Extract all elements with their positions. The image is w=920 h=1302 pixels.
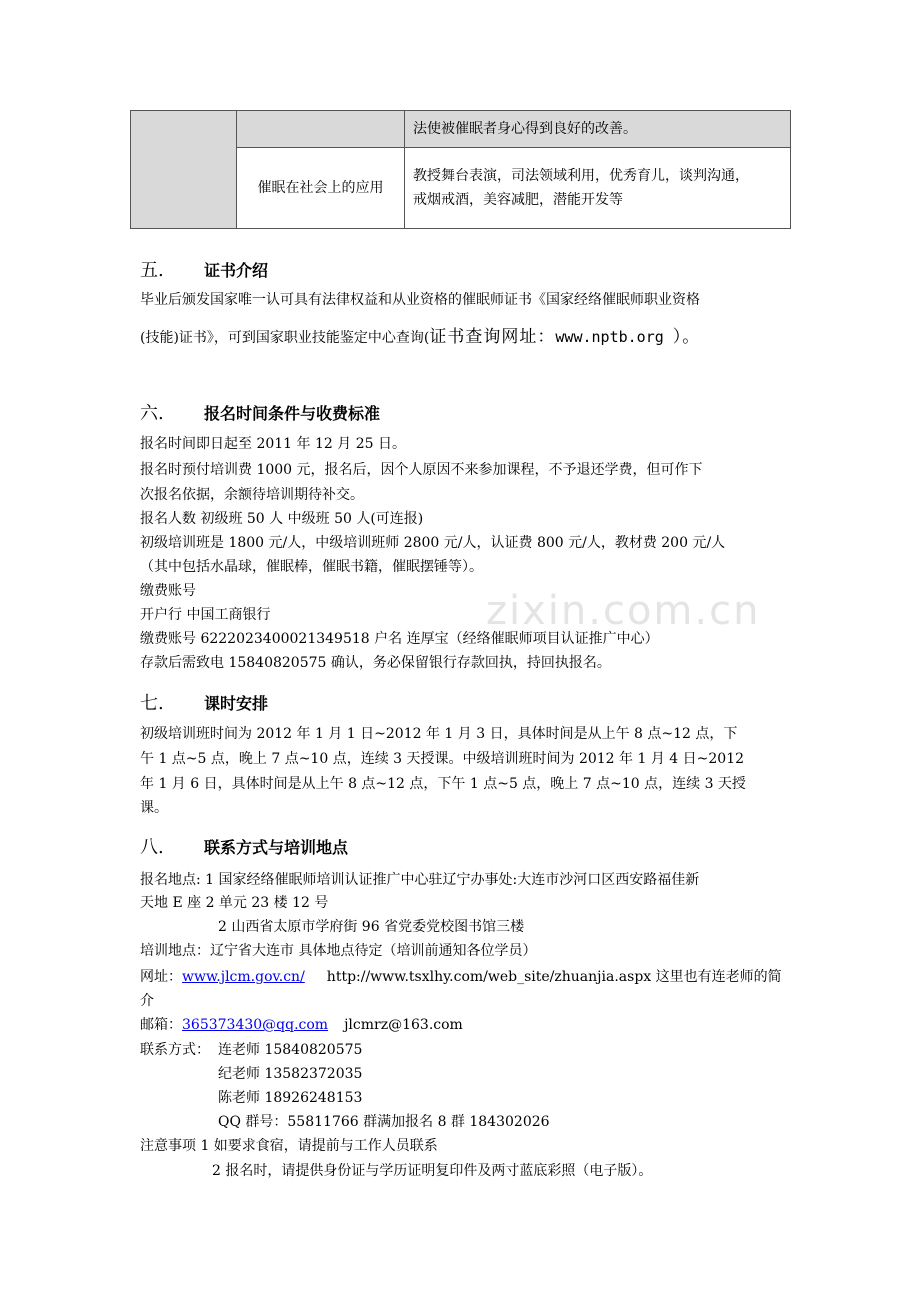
url-text: www.nptb.org [555, 328, 673, 346]
paragraph-line [140, 326, 700, 349]
paragraph-line: 天地 E 座 2 单元 23 楼 12 号 [140, 895, 329, 911]
paragraph-line: 缴费账号 [140, 583, 196, 599]
table-cell-category [131, 111, 237, 229]
paragraph-line: 报名地点: 1 国家经络催眠师培训认证推广中心驻辽宁办事处:大连市沙河口区西安路福佳新 [140, 872, 700, 888]
table-row [131, 111, 791, 148]
paragraph-line: 初级培训班时间为 2012 年 1 月 1 日~2012 年 1 月 3 日，具体时间是从上午 8 点~12 点，下 [140, 726, 738, 742]
table-cell-line: 戒烟戒酒，美容减肥，潜能开发等 [413, 192, 623, 208]
website-line [140, 966, 782, 988]
text-span: 证书查询网址： [429, 327, 556, 347]
paragraph-line: 存款后需致电 15840820575 确认，务必保留银行存款回执，持回执报名。 [140, 655, 611, 671]
paragraph-line: 课。 [140, 800, 168, 816]
course-table [130, 110, 791, 229]
section-number: 八. [140, 837, 164, 858]
website-label: 网址： [140, 969, 182, 985]
section-7-heading [140, 689, 268, 715]
paragraph-line: 次报名依据，余额待培训期待补交。 [140, 487, 364, 503]
paragraph-line: 午 1 点~5 点，晚上 7 点~10 点，连续 3 天授课。中级培训班时间为 2012 年 1 月 4 日~2012 [140, 751, 745, 767]
contact-item: 连老师 15840820575 [218, 1042, 363, 1058]
paragraph-line: 培训地点：辽宁省大连市 具体地点待定（培训前通知各位学员） [140, 943, 537, 959]
section-number: 五. [140, 260, 164, 281]
contact-label: 联系方式： [140, 1042, 210, 1058]
email-label: 邮箱： [140, 1017, 182, 1033]
section-title: 联系方式与培训地点 [204, 838, 349, 857]
section-6-heading [140, 399, 380, 425]
text-span: (技能)证书》，可到国家职业技能鉴定中心查询( [140, 330, 430, 346]
section-title: 课时安排 [204, 694, 269, 713]
paragraph-line: 介 [140, 993, 154, 1009]
text-span: ）。 [672, 327, 701, 347]
paragraph-line: 年 1 月 6 日，具体时间是从上午 8 点~12 点，下午 1 点~5 点，晚上 7 点~10 点，连续 3 天授 [140, 776, 746, 792]
email-line [140, 1014, 463, 1036]
table-cell-empty [237, 111, 405, 148]
section-number: 六. [140, 403, 164, 424]
paragraph-line: 报名时预付培训费 1000 元，报名后，因个人原因不来参加课程，不予退还学费，但可作下 [140, 462, 703, 478]
section-8-heading [140, 833, 348, 859]
paragraph-line: 毕业后颁发国家唯一认可具有法律权益和从业资格的催眠师证书《国家经络催眠师职业资格 [140, 292, 700, 308]
watermark: zixin.com.cn [486, 588, 761, 634]
paragraph-line: 报名人数 初级班 50 人 中级班 50 人(可连报) [140, 511, 424, 527]
website-link[interactable]: www.jlcm.gov.cn/ [182, 969, 305, 985]
section-title: 报名时间条件与收费标准 [204, 404, 381, 423]
section-5-heading [140, 256, 268, 282]
paragraph-line: 初级培训班是 1800 元/人，中级培训班师 2800 元/人，认证费 800 元/人，教材费 200 元/人 [140, 535, 726, 551]
note-line: 注意事项 1 如要求食宿，请提前与工作人员联系 [140, 1138, 438, 1154]
email-link[interactable]: 365373430@qq.com [182, 1017, 329, 1033]
table-cell-topic: 催眠在社会上的应用 [237, 148, 405, 229]
table-cell: 法使被催眠者身心得到良好的改善。 [405, 111, 791, 148]
table-cell [405, 148, 791, 229]
contact-item: QQ 群号：55811766 群满加报名 8 群 184302026 [218, 1114, 550, 1130]
website-text: http://www.tsxlhy.com/web_site/zhuanjia.aspx 这里也有连老师的简 [326, 969, 782, 985]
paragraph-line: 缴费账号 6222023400021349518 户名 连厚宝（经络催眠师项目认证推广中心） [140, 631, 659, 647]
table-cell-line: 教授舞台表演，司法领域利用，优秀育儿，谈判沟通， [413, 168, 749, 184]
section-title: 证书介绍 [204, 261, 269, 280]
paragraph-line: 报名时间即日起至 2011 年 12 月 25 日。 [140, 436, 406, 452]
paragraph-line: 2 山西省太原市学府街 96 省党委党校图书馆三楼 [218, 919, 525, 935]
note-line: 2 报名时，请提供身份证与学历证明复印件及两寸蓝底彩照（电子版）。 [212, 1163, 653, 1179]
email-text: jlcmrz@163.com [344, 1017, 463, 1033]
contact-item: 陈老师 18926248153 [218, 1090, 363, 1106]
paragraph-line: 开户行 中国工商银行 [140, 607, 271, 623]
contact-item: 纪老师 13582372035 [218, 1066, 363, 1082]
paragraph-line: （其中包括水晶球，催眠棒，催眠书籍，催眠摆锤等）。 [140, 559, 483, 575]
section-number: 七. [140, 693, 164, 714]
